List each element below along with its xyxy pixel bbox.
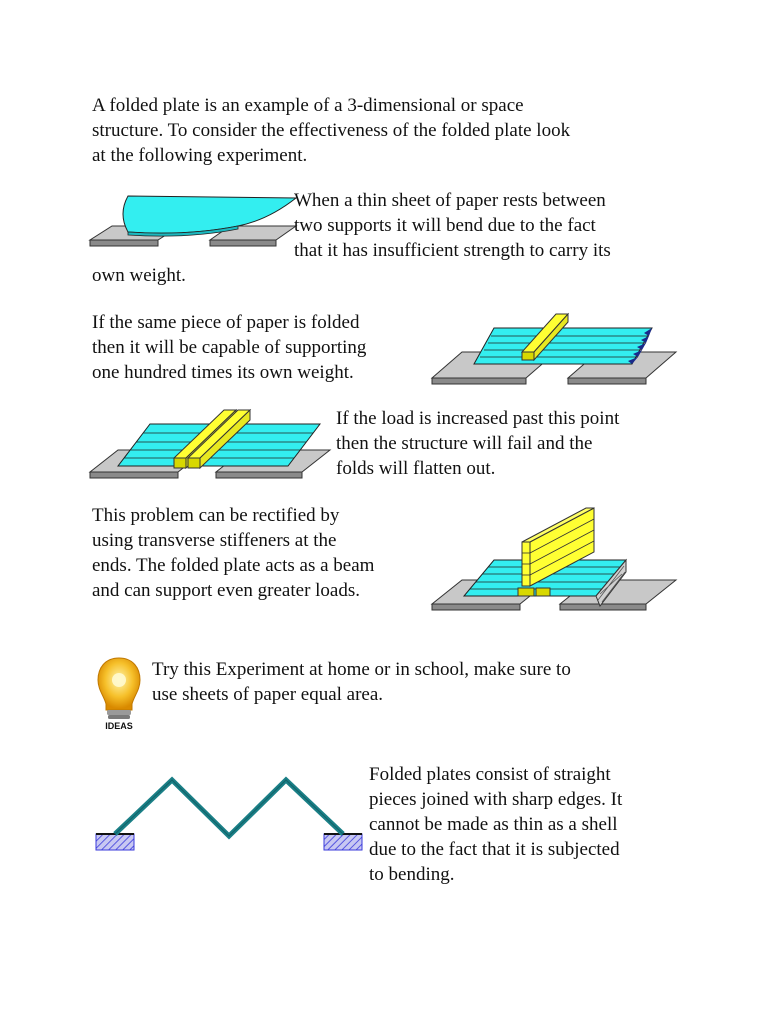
summary-line: Folded plates consist of straight [369,764,611,785]
stiffened-folded-plate-figure [430,502,680,620]
step1-tail-line: own weight. [92,265,186,286]
right-fixed-support [324,834,362,850]
step1-paragraph [294,188,611,263]
step2-line: If the same piece of paper is folded [92,312,360,333]
zigzag-plate-profile [115,780,343,836]
intro-line: structure. To consider the effectiveness of the folded plate look [92,120,571,141]
intro-paragraph [92,93,570,168]
flattened-folds-figure [88,406,338,484]
bending-sheet-figure [88,188,298,260]
step1-line: that it has insufficient strength to carry its [294,240,611,261]
intro-line: at the following experiment. [92,145,308,166]
folded-plate-profile-diagram [94,772,364,858]
step3-line: then the structure will fail and the [336,433,593,454]
step4-line: This problem can be rectified by [92,505,340,526]
folded-plate-load-figure [430,306,680,386]
summary-line: pieces joined with sharp edges. It [369,789,623,810]
step1-line: When a thin sheet of paper rests between [294,190,606,211]
ideas-label: IDEAS [105,721,133,731]
summary-line: due to the fact that it is subjected [369,839,620,860]
step3-line: folds will flatten out. [336,458,496,479]
summary-paragraph [369,762,622,887]
step4-line: and can support even greater loads. [92,580,361,601]
step4-line: ends. The folded plate acts as a beam [92,555,375,576]
step2-line: one hundred times its own weight. [92,362,354,383]
summary-line: to bending. [369,864,455,885]
step1-tail [92,263,186,288]
step4-paragraph [92,503,374,603]
step3-line: If the load is increased past this point [336,408,620,429]
step3-paragraph [336,406,619,481]
step2-line: then it will be capable of supporting [92,337,367,358]
summary-line: cannot be made as thin as a shell [369,814,618,835]
folded-paper [474,328,652,364]
left-fixed-support [96,834,134,850]
tip-paragraph [152,657,571,707]
tip-line: Try this Experiment at home or in school, make sure to [152,659,571,680]
step4-line: using transverse stiffeners at the [92,530,337,551]
tip-line: use sheets of paper equal area. [152,684,384,705]
step2-paragraph [92,310,366,385]
step1-line: two supports it will bend due to the fact [294,215,596,236]
intro-line: A folded plate is an example of a 3-dimensional or space [92,95,524,116]
ideas-lightbulb-icon [96,656,142,734]
